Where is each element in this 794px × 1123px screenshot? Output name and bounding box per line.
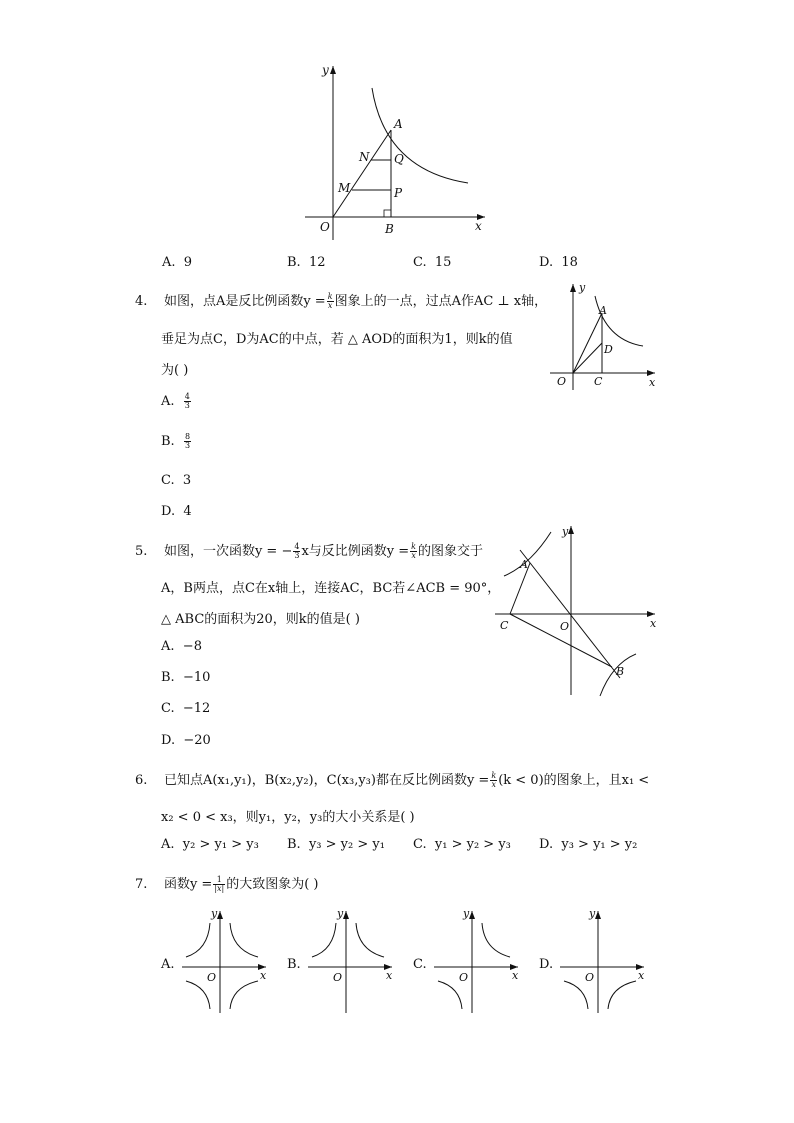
- option-text: 3: [182, 473, 192, 488]
- y-axis-label: y: [337, 907, 344, 920]
- question-text: 图象上的一点，过点A作AC ⊥ x轴，: [334, 294, 548, 309]
- origin-label: O: [320, 220, 330, 234]
- q3-figure: [300, 60, 500, 240]
- point-n-label: N: [359, 150, 370, 164]
- q7-option-a[interactable]: [161, 957, 175, 972]
- option-letter: C.: [413, 837, 427, 852]
- option-text: −12: [182, 701, 211, 716]
- question-text: 的大致图象为( ): [226, 877, 319, 892]
- q7-graph-c[interactable]: [430, 905, 525, 1015]
- question-text: 已知点A(x₁,y₁)，B(x₂,y₂)，C(x₃,y₃)都在反比例函数y =: [163, 773, 490, 788]
- option-text: 15: [434, 255, 452, 270]
- question-number: 4.: [135, 294, 148, 309]
- point-a-label: A: [520, 558, 528, 571]
- option-text: −10: [182, 670, 211, 685]
- q5-line1: [135, 540, 483, 560]
- option-letter: A.: [161, 957, 175, 972]
- point-a-label: A: [599, 304, 607, 317]
- question-text: 函数y =: [163, 877, 213, 892]
- origin-label: O: [557, 375, 567, 388]
- q6-option-d[interactable]: [539, 837, 637, 852]
- q5-option-a[interactable]: [161, 639, 202, 654]
- q7-line1: [135, 873, 319, 893]
- option-text: y₁ > y₂ > y₃: [434, 837, 511, 852]
- q3-option-b[interactable]: [287, 255, 326, 270]
- q7-graph-a[interactable]: [178, 905, 273, 1015]
- question-text: 的图象交于: [418, 544, 484, 559]
- origin-label: O: [207, 971, 217, 984]
- y-axis-label: y: [589, 907, 596, 920]
- point-b-label: B: [385, 222, 394, 236]
- q4-option-b[interactable]: [161, 433, 192, 450]
- q7-option-c[interactable]: [413, 957, 427, 972]
- origin-label: O: [459, 971, 469, 984]
- y-axis-label: y: [463, 907, 470, 920]
- x-axis-label: x: [650, 617, 657, 630]
- point-m-label: M: [338, 181, 351, 195]
- q5-line3: △ ABC的面积为20，则k的值是( ): [161, 612, 360, 627]
- option-text: 18: [561, 255, 578, 270]
- option-letter: D.: [539, 837, 554, 852]
- q7-graph-d[interactable]: [556, 905, 651, 1015]
- q5-option-b[interactable]: [161, 670, 210, 685]
- q5-line2: A，B两点，点C在x轴上，连接AC，BC若∠ACB = 90°，: [161, 581, 501, 596]
- y-axis-label: y: [579, 281, 586, 294]
- q6-option-a[interactable]: [161, 837, 259, 852]
- option-letter: D.: [539, 957, 554, 972]
- option-text: 4: [183, 504, 192, 519]
- question-number: 5.: [135, 544, 148, 559]
- x-axis-label: x: [649, 376, 656, 389]
- q6-option-c[interactable]: [413, 837, 511, 852]
- q4-line3: 为( ): [161, 363, 189, 378]
- origin-label: O: [585, 971, 595, 984]
- option-letter: C.: [161, 701, 175, 716]
- point-c-label: C: [594, 375, 603, 388]
- q6-line2: x₂ < 0 < x₃，则y₁，y₂，y₃的大小关系是( ): [161, 810, 415, 825]
- option-text: 9: [183, 255, 193, 270]
- fraction: $\frac{4}{3}$: [184, 392, 190, 410]
- point-p-label: P: [394, 186, 403, 200]
- fraction: $\frac{k}{x}$: [411, 542, 416, 560]
- q4-option-c[interactable]: [161, 473, 191, 488]
- option-letter: B.: [161, 434, 175, 449]
- fraction: $\frac{k}{x}$: [327, 292, 333, 310]
- option-letter: B.: [161, 670, 175, 685]
- option-text: −8: [182, 639, 202, 654]
- fraction: $\frac{8}{3}$: [184, 432, 191, 450]
- option-text: −20: [183, 733, 211, 748]
- y-axis-label: y: [322, 63, 329, 77]
- q3-option-a[interactable]: [162, 255, 192, 270]
- option-letter: B.: [287, 837, 301, 852]
- origin-label: O: [333, 971, 343, 984]
- x-axis-label: x: [386, 969, 393, 982]
- q7-option-d[interactable]: [539, 957, 553, 972]
- option-letter: A.: [161, 837, 175, 852]
- option-letter: A.: [162, 255, 176, 270]
- fraction: $\frac{1}{|x|}$: [214, 875, 225, 893]
- option-text: y₃ > y₂ > y₁: [308, 837, 385, 852]
- point-q-label: Q: [394, 152, 404, 166]
- point-c-label: C: [500, 619, 509, 632]
- fraction: $\frac{k}{x}$: [491, 771, 497, 789]
- q4-figure: [545, 278, 665, 393]
- x-axis-label: x: [512, 969, 519, 982]
- q4-option-d[interactable]: [161, 504, 192, 519]
- origin-label: O: [560, 620, 570, 633]
- q4-line1: [135, 290, 547, 310]
- question-text: x与反比例函数y =: [301, 544, 410, 559]
- q4-option-a[interactable]: [161, 393, 192, 410]
- q7-option-b[interactable]: [287, 957, 301, 972]
- option-letter: B.: [287, 255, 301, 270]
- option-letter: A.: [161, 394, 175, 409]
- q7-graph-b[interactable]: [304, 905, 399, 1015]
- option-letter: A.: [161, 639, 175, 654]
- q3-option-d[interactable]: [539, 255, 578, 270]
- q6-line1: [135, 769, 649, 789]
- point-a-label: A: [394, 117, 403, 131]
- y-axis-label: y: [562, 525, 569, 538]
- option-letter: D.: [539, 255, 554, 270]
- option-letter: C.: [413, 255, 427, 270]
- question-text: 如图，一次函数y = −: [163, 544, 293, 559]
- option-text: 12: [308, 255, 326, 270]
- question-text: 如图，点A是反比例函数y =: [163, 294, 326, 309]
- y-axis-label: y: [211, 907, 218, 920]
- option-letter: B.: [287, 957, 301, 972]
- fraction: $\frac{4}{3}$: [294, 542, 300, 560]
- option-text: y₂ > y₁ > y₃: [182, 837, 259, 852]
- option-letter: D.: [161, 504, 176, 519]
- question-number: 7.: [135, 877, 148, 892]
- x-axis-label: x: [475, 219, 482, 233]
- question-number: 6.: [135, 773, 148, 788]
- option-letter: C.: [161, 473, 175, 488]
- q5-option-d[interactable]: [161, 733, 211, 748]
- q6-option-b[interactable]: [287, 837, 385, 852]
- point-d-label: D: [604, 343, 613, 356]
- option-text: y₃ > y₁ > y₂: [561, 837, 638, 852]
- option-letter: C.: [413, 957, 427, 972]
- q3-option-c[interactable]: [413, 255, 451, 270]
- point-b-label: B: [616, 665, 625, 678]
- x-axis-label: x: [260, 969, 267, 982]
- q5-option-c[interactable]: [161, 701, 210, 716]
- x-axis-label: x: [638, 969, 645, 982]
- option-letter: D.: [161, 733, 176, 748]
- q5-figure: [490, 520, 665, 700]
- q4-line2: 垂足为点C，D为AC的中点，若 △ AOD的面积为1，则k的值: [161, 332, 513, 347]
- question-text: (k < 0)的图象上，且x₁ <: [498, 773, 650, 788]
